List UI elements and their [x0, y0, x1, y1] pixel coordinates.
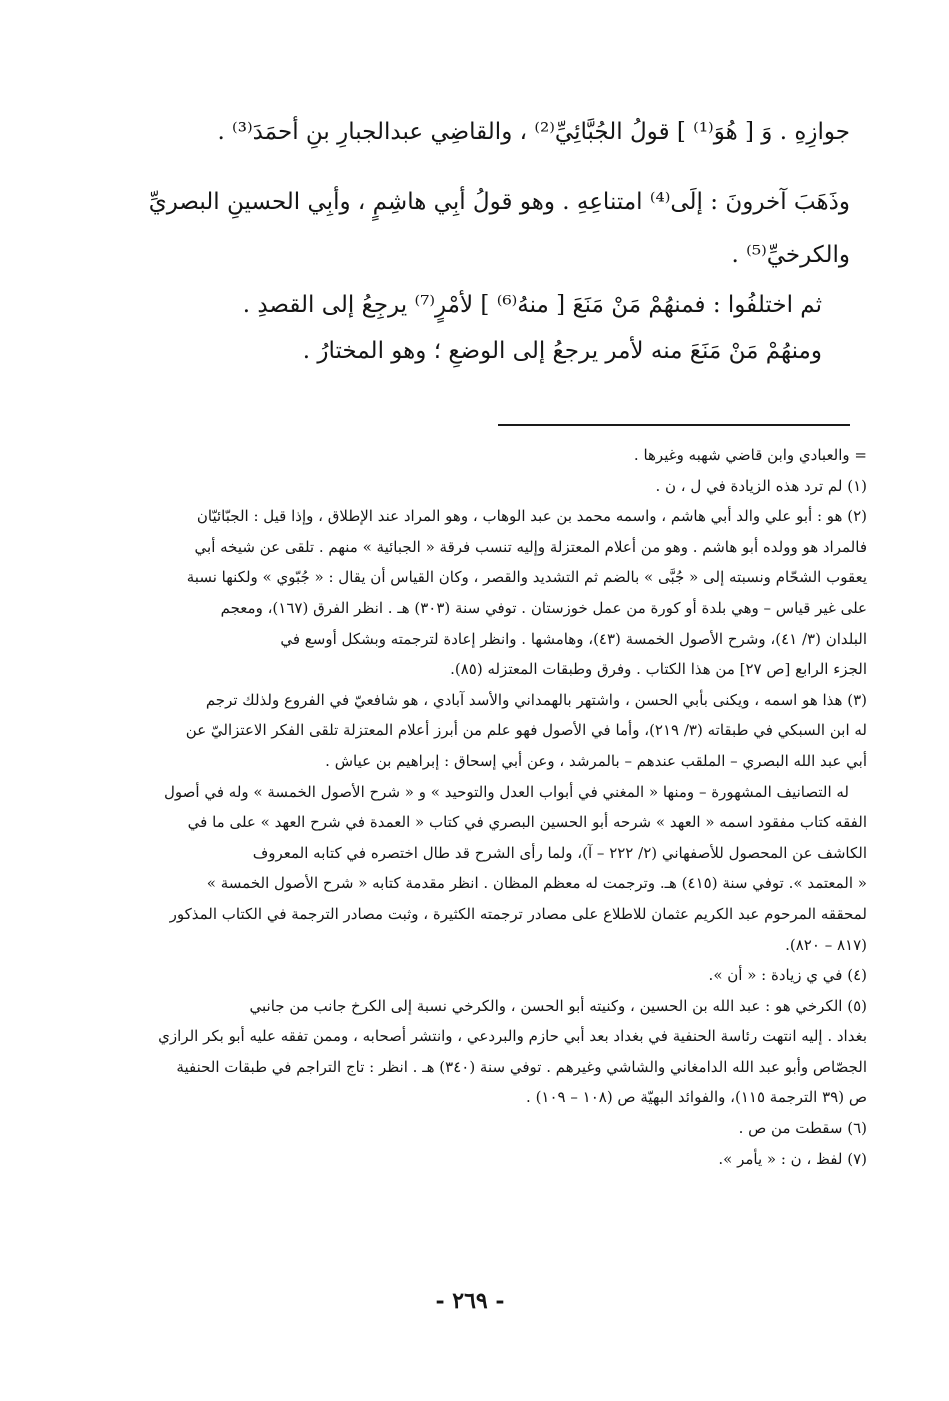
footnote-3-line-6: الكاشف عن المحصول للأصفهاني (٢/ ٢٢٢ – آ)، ولما رأى الشرح قد طال اختصره في كتابه المعروف [252, 843, 867, 862]
footnote-2-line-1: (٢) هو : أبو علي والد أبي هاشم ، واسمه محمد بن عبد الوهاب ، وهو المراد عند الإطلاق ، وإذا قيل : الجبّائيّان [196, 507, 867, 526]
footnote-3-line-8: لمحققه المرحوم عبد الكريم عثمان للاطلاع على مصادر ترجمته الكثيرة ، وثبت مصادر الترجمة في الكتاب المذكور [169, 904, 867, 923]
footnote-3-line-5: الفقه كتاب مفقود اسمه « العهد » شرحه أبو الحسين البصري في كتاب « العمدة في شرح العهد » على ما في [187, 813, 867, 832]
footnote-5-line-4: ص (٣٩ الترجمة ١١٥)، والفوائد البهيّة ص (١٠٨ – ١٠٩) . [526, 1088, 867, 1107]
page-number: - ٢٦٩ - [435, 1288, 505, 1314]
footnote-5-line-2: بغداد . إليه انتهت رئاسة الحنفية في بغداد بعد أبي حازم والبردعي ، وانتشر أصحابه ، وممن تفقه عليه أبو بكر الرازي [158, 1027, 867, 1046]
footnote-1: (١) لم ترد هذه الزيادة في ل ، ن . [655, 476, 867, 495]
footnote-3-line-7: « المعتمد ». توفي سنة (٤١٥) هـ. وترجمت له معظم المظان . انظر مقدمة كتابه « شرح الأصول الخمسة » [206, 874, 867, 893]
footnote-7: (٧) لفظ ، ن : « يأمر ». [718, 1149, 867, 1168]
main-text-line-3: والكرخيِّ⁽⁵⁾ . [731, 242, 850, 268]
footnote-3-line-4: له التصانيف المشهورة – ومنها « المغني في أبواب العدل والتوحيد » و « شرح الأصول الخمسة » وله في أصول [164, 782, 849, 801]
main-text-block [148, 112, 850, 371]
footnote-continuation: = والعبادي وابن قاضي شهبه وغيرها . [633, 446, 867, 464]
main-text-line-1: جوازِهِ . وَ [ هُوَ⁽¹⁾ ] قولُ الجُبَّائِيِّ⁽²⁾ ، والقاضِي عبدالجبارِ بنِ أحمَدَ⁽³⁾ . [217, 119, 850, 145]
footnote-6: (٦) سقطت من ص . [738, 1119, 867, 1138]
footnote-2-line-2: فالمراد هو وولده أبو هاشم . وهو من أعلام المعتزلة وإليه تنسب فرقة « الجبائية » منهم . تلقى عن شيخه أبي [194, 537, 867, 556]
footnote-3-line-2: له ابن السبكي في طبقاته (٣/ ٢١٩)، وأما في الأصول فهو علم من أبرز أعلام المعتزلة تلقى الفكر الاعتزاليّ عن [185, 721, 867, 740]
footnote-2-line-5: البلدان (٣/ ٤١)، وشرح الأصول الخمسة (٤٣)، وهامشها . وانظر إعادة لترجمته وبشكل أوسع في [280, 629, 867, 648]
footnote-2-line-6: الجزء الرابع [ص ٢٧] من هذا الكتاب . وفرق وطبقات المعتزله (٨٥). [450, 660, 867, 679]
footnote-2-line-4: على غير قياس – وهي بلدة أو كورة من عمل خوزستان . توفي سنة (٣٠٣) هـ . انظر الفرق (١٦٧)، ومعجم [220, 598, 867, 617]
footnote-divider [498, 424, 850, 426]
footnote-3-line-1: (٣) هذا هو اسمه ، ويكنى بأبي الحسن ، واشتهر بالهمداني والأسد آبادي ، هو شافعيّ في الفروع ولذلك ترجم [205, 690, 867, 709]
footnotes-block [155, 440, 867, 1174]
footnote-5-line-1: (٥) الكرخي هو : عبد الله بن الحسين ، وكنيته أبو الحسن ، والكرخي نسبة إلى الكرخ جانب من جانبي [249, 996, 867, 1015]
footnote-4: (٤) في ي زيادة : « أن ». [708, 966, 867, 985]
footnote-3-line-3: أبي عبد الله البصري – الملقب عندهم – بالمرشد ، وعن أبي إسحاق : إبراهيم بن عياش . [325, 751, 867, 770]
main-text-line-5: ومنهُمْ مَنْ مَنَعَ منه لأمر يرجعُ إلى الوضعِ ؛ وهو المختارُ . [302, 338, 822, 364]
footnote-3-line-9: (٨١٧ – ٨٢٠). [785, 935, 867, 954]
footnote-2-line-3: يعقوب الشحّام ونسبته إلى « جُبَّى » بالضم ثم التشديد والقصر ، وكان القياس أن يقال : « جُبّوي » ولكنها نسبة [186, 568, 867, 587]
main-text-line-2: وذَهَبَ آخرونَ : إلَى⁽⁴⁾ امتناعِهِ . وهو قولُ أبِي هاشِمٍ ، وأبِي الحسينِ البصريِّ [148, 189, 850, 215]
main-text-line-4: ثم اختلفُوا : فمنهُمْ مَنْ مَنَعَ [ منهُ⁽⁶⁾ ] لأمْرٍ⁽⁷⁾ يرجِعُ إلى القصدِ . [242, 292, 822, 318]
footnote-5-line-3: الجصّاص وأبو عبد الله الدامغاني والشاشي وغيرهم . توفي سنة (٣٤٠) هـ . انظر : تاج التراجم في طبقات الحنفية [176, 1057, 867, 1076]
